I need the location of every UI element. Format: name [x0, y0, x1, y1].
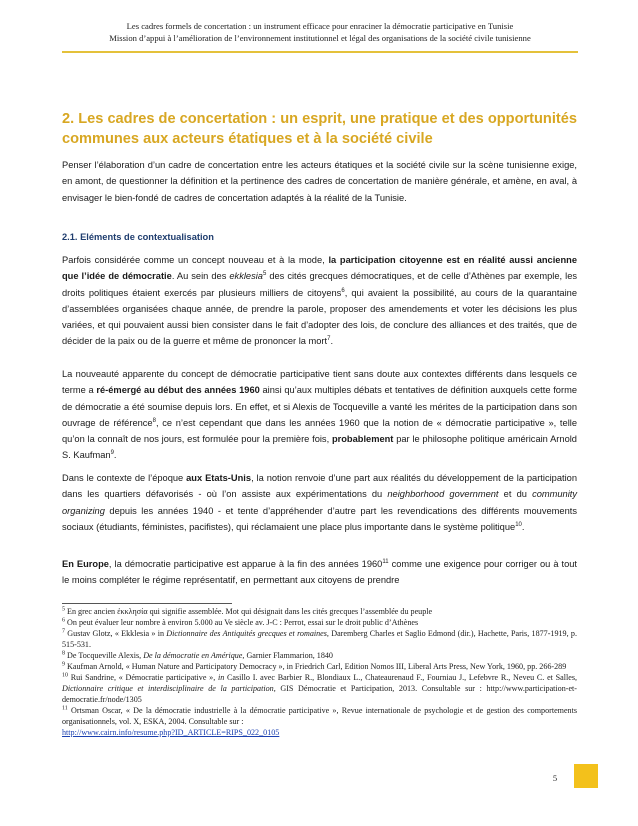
text-run: . Au sein des — [171, 271, 230, 282]
footnote-9 — [62, 661, 577, 672]
text-run: , la démocratie participative est apparue à la fin des années 1960 — [108, 559, 383, 569]
footnote-number: 5 — [62, 606, 65, 613]
emphasis-text: ré-émergé au début des années 1960 — [96, 385, 260, 396]
footnote-ref-11[interactable]: 11 — [382, 558, 389, 565]
footnote-text: , Daremberg Charles et Saglio Edmond (dir.), Hachette, Paris, 1877-1919, p. 515-531. — [62, 629, 577, 649]
italic-term: neighborhood government — [387, 489, 499, 500]
footnote-text: Ortsman Oscar, « De la démocratie industrielle à la démocratie participative », Revue internationale de psychologie et de gestion des comportements organisationnels, vol. X, ESKA, 2004. Consultable sur : — [62, 706, 577, 726]
text-run: . — [330, 336, 334, 347]
footnote-11 — [62, 705, 577, 738]
footnote-text: , Garnier Flammarion, 1840 — [242, 651, 333, 660]
text-run: , la notion renvoie d’une part aux réalités du développement de la participation dans les quartiers défavorisés - où l’on assiste aux expérimentations du — [62, 473, 577, 500]
footnote-number: 6 — [62, 617, 65, 624]
paragraph-etats-unis — [62, 470, 577, 535]
footnote-ref-8[interactable]: 8 — [152, 417, 156, 424]
page-corner-square — [574, 764, 598, 788]
text-run: . — [113, 450, 117, 461]
text-run: comme une exigence pour corriger ou à tout le moins compléter le régime représentatif, en permettant aux citoyens de prendre — [62, 559, 578, 586]
text-run: depuis les années 1940 - et tente d’appréhender d’autre part les revendications des différents mouvements sociaux (étudiants, féministes, pacifistes), qui réclamaient une place plus importante dans le système politique — [62, 505, 577, 532]
paragraph-europe — [62, 556, 577, 589]
footnote-10 — [62, 672, 577, 705]
paragraph-nouveaute — [62, 366, 577, 464]
running-header — [40, 20, 600, 44]
footnote-link[interactable]: http://www.cairn.info/resume.php?ID_ARTICLE=RIPS_022_0105 — [62, 728, 280, 737]
page-number: 5 — [552, 773, 558, 783]
footnote-number: 9 — [62, 661, 65, 668]
running-header-line2: Mission d’appui à l’amélioration de l’environnement institutionnel et légal des organisations de la société civile tunisienne — [109, 33, 531, 43]
intro-paragraph: Penser l’élaboration d’un cadre de concertation entre les acteurs étatiques et la société civile sur la scène tunisienne exige, en amont, de questionner la définition et la pertinence des cadres de concertation de manière générale, et amène, en aval, à envisager le bien-fondé de cadres de concertation adaptés à la réalité de la Tunisie. — [62, 160, 577, 203]
footnote-number: 11 — [62, 705, 68, 712]
footnote-text: Kaufman Arnold, « Human Nature and Participatory Democracy », in Friedrich Carl, Edition Nomos III, Liberal Arts Press, New York, 1960, pp. 266-289 — [65, 662, 567, 671]
footnote-text: En grec ancien ἐκκλησία qui signifie assemblée. Mot qui désignait dans les cités grecques l’assemblée du peuple — [65, 607, 433, 616]
footnote-italic: Dictionnaire des Antiquités grecques et romaines — [166, 629, 327, 638]
running-header-line1: Les cadres formels de concertation : un instrument efficace pour enraciner la démocratie participative en Tunisie — [126, 21, 514, 31]
footnote-text: On peut évaluer leur nombre à environ 5.000 au Ve siècle av. J-C : Perrot, essai sur le droit public d’Athènes — [65, 618, 419, 627]
text-run: Parfois considérée comme un concept nouveau et à la mode, — [62, 255, 329, 265]
footnote-text: Gustav Glotz, « Ekklesia » in — [65, 629, 167, 638]
footnotes — [62, 606, 577, 738]
emphasis-text: la participation citoyenne est en réalité aussi ancienne que l’idée de démocratie — [62, 255, 577, 282]
text-run: ainsi qu’aux multiples débats et tentatives de définition auxquels cette forme de démocratie a été soumise depuis lors. En effet, et si Alexis de Tocqueville a vanté les mérites de la participation dans son ouvrage de référence — [62, 385, 577, 428]
footnote-number: 8 — [62, 650, 65, 657]
footnote-italic: Dictionnaire critique et interdisciplinaire de la participation — [62, 684, 274, 693]
paragraph-participation — [62, 252, 577, 350]
emphasis-text: probablement — [331, 434, 394, 445]
footnote-number: 7 — [62, 628, 65, 635]
italic-term: community organizing — [62, 489, 578, 516]
text-run: des cités grecques démocratiques, et de celle d’Athènes par exemple, les droits politiques étaient exercés par plusieurs milliers de citoyens — [62, 271, 578, 298]
footnote-ref-7[interactable]: 7 — [327, 336, 331, 343]
footnote-5 — [62, 606, 577, 617]
footnote-ref-6[interactable]: 6 — [341, 287, 345, 294]
footnote-divider — [62, 603, 232, 604]
emphasis-text: aux Etats-Unis — [186, 473, 252, 483]
text-run: par le philosophe politique américain Arnold S. Kaufman — [62, 434, 577, 461]
header-divider — [62, 51, 578, 53]
footnote-text: , GIS Démocratie et Participation, 2013. Consultable sur : http://www.participation-et-democratie.fr/node/1305 — [62, 684, 577, 704]
text-run: Dans le contexte de l’époque — [62, 473, 187, 483]
footnote-8 — [62, 650, 577, 661]
footnote-ref-10[interactable]: 10 — [515, 521, 522, 528]
footnote-7 — [62, 628, 577, 650]
footnote-italic: in — [217, 673, 225, 682]
footnote-italic: De la démocratie en Amérique — [143, 651, 243, 660]
footnote-ref-5[interactable]: 5 — [262, 271, 267, 278]
footnote-text: Rui Sandrine, « Démocratie participative », — [68, 673, 218, 682]
italic-term: ekklesia — [229, 271, 263, 282]
footnote-text: De Tocqueville Alexis, — [65, 651, 144, 660]
text-run: La nouveauté apparente du concept de démocratie participative tient sans doute aux contextes différents dans lesquels ce terme a — [62, 369, 577, 396]
text-run: , qui avaient la possibilité, au cours de la quarantaine d’assemblées organisées chaque année, de prendre la parole, proposer des amendements et voter les décisions les plus variées, et qui pouvaient aussi bien consister dans le fait d’adopter des lois, de conclure des alliances et des traités, que de décider de la paix ou de la guerre et même de prononcer la mort — [62, 287, 578, 347]
footnote-ref-9[interactable]: 9 — [110, 450, 114, 457]
footnote-text: Casillo I. avec Barbier R., Blondiaux L., Chateaurenaud F., Fourniau J., Lefebvre R., Neveu C. et Salles, — [224, 673, 578, 682]
text-run: et du — [498, 489, 533, 500]
subsection-title: 2.1. Eléments de contextualisation — [62, 232, 214, 242]
section-title: 2. Les cadres de concertation : un esprit, une pratique et des opportunités communes aux acteurs étatiques et à la société civile — [62, 111, 577, 147]
text-run: . — [521, 521, 525, 532]
text-run: , ce n’est cependant que dans les années 1960 que la notion de « démocratie participative », telle qu’on la connaît de nos jours, est formulée pour la première fois, — [62, 417, 577, 445]
footnote-6 — [62, 617, 577, 628]
emphasis-text: En Europe — [62, 559, 109, 569]
footnote-number: 10 — [62, 672, 68, 679]
